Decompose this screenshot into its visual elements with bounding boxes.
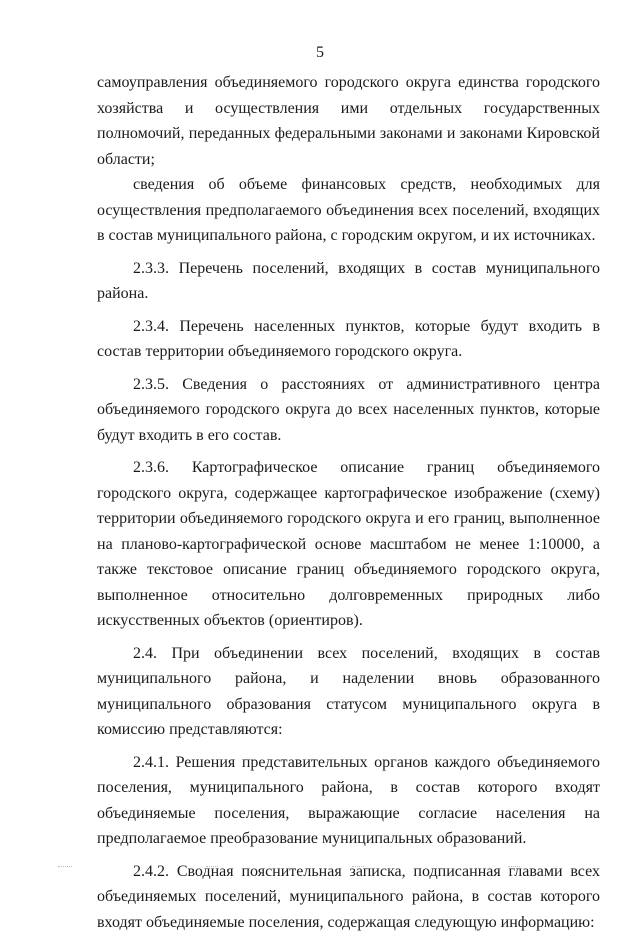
scan-artifact [206,866,218,869]
paragraph-2-3-6: 2.3.6. Картографическое описание границ объединяемого городского округа, содержащее картографическое изображение (схему) территории объединяемого городского округа и его границ, выполненное на планово-картографической основе масштабом не менее 1:10000, а также текстовое описание границ объединяемого городского округа, выполненное относительно долговременных природных либо искусственных объектов (ориентиров). [97,455,600,634]
paragraph-2-4-2: 2.4.2. Сводная пояснительная записка, подписанная главами всех объединяемых поселений, муниципального района, в состав которого входят объединяемые поселения, содержащая следующую информацию: [97,859,600,935]
scan-artifact [508,866,520,869]
document-body [97,70,600,935]
paragraph-2-3-4: 2.3.4. Перечень населенных пунктов, которые будут входить в состав территории объединяемого городского округа. [97,314,600,365]
scan-artifact [58,866,72,869]
page-number: 5 [0,44,640,62]
paragraph-continuation: самоуправления объединяемого городского округа единства городского хозяйства и осуществления ими отдельных государственных полномочий, переданных федеральными законами и законами Кировской области; [97,70,600,172]
paragraph-2-3-3: 2.3.3. Перечень поселений, входящих в состав муниципального района. [97,256,600,307]
paragraph-2-4: 2.4. При объединении всех поселений, входящих в состав муниципального района, и наделении вновь образованного муниципального образования статусом муниципального округа в комиссию представляются: [97,641,600,743]
paragraph-2-4-1: 2.4.1. Решения представительных органов каждого объединяемого поселения, муниципального района, в состав которого входят объединяемые поселения, выражающие согласие населения на предполагаемое преобразование муниципальных образований. [97,750,600,852]
scan-artifact [352,866,364,869]
paragraph-financial-info: сведения об объеме финансовых средств, необходимых для осуществления предполагаемого объединения всех поселений, входящих в состав муниципального района, с городским округом, и их источниках. [97,172,600,249]
paragraph-2-3-5: 2.3.5. Сведения о расстояниях от административного центра объединяемого городского округа до всех населенных пунктов, которые будут входить в его состав. [97,372,600,449]
